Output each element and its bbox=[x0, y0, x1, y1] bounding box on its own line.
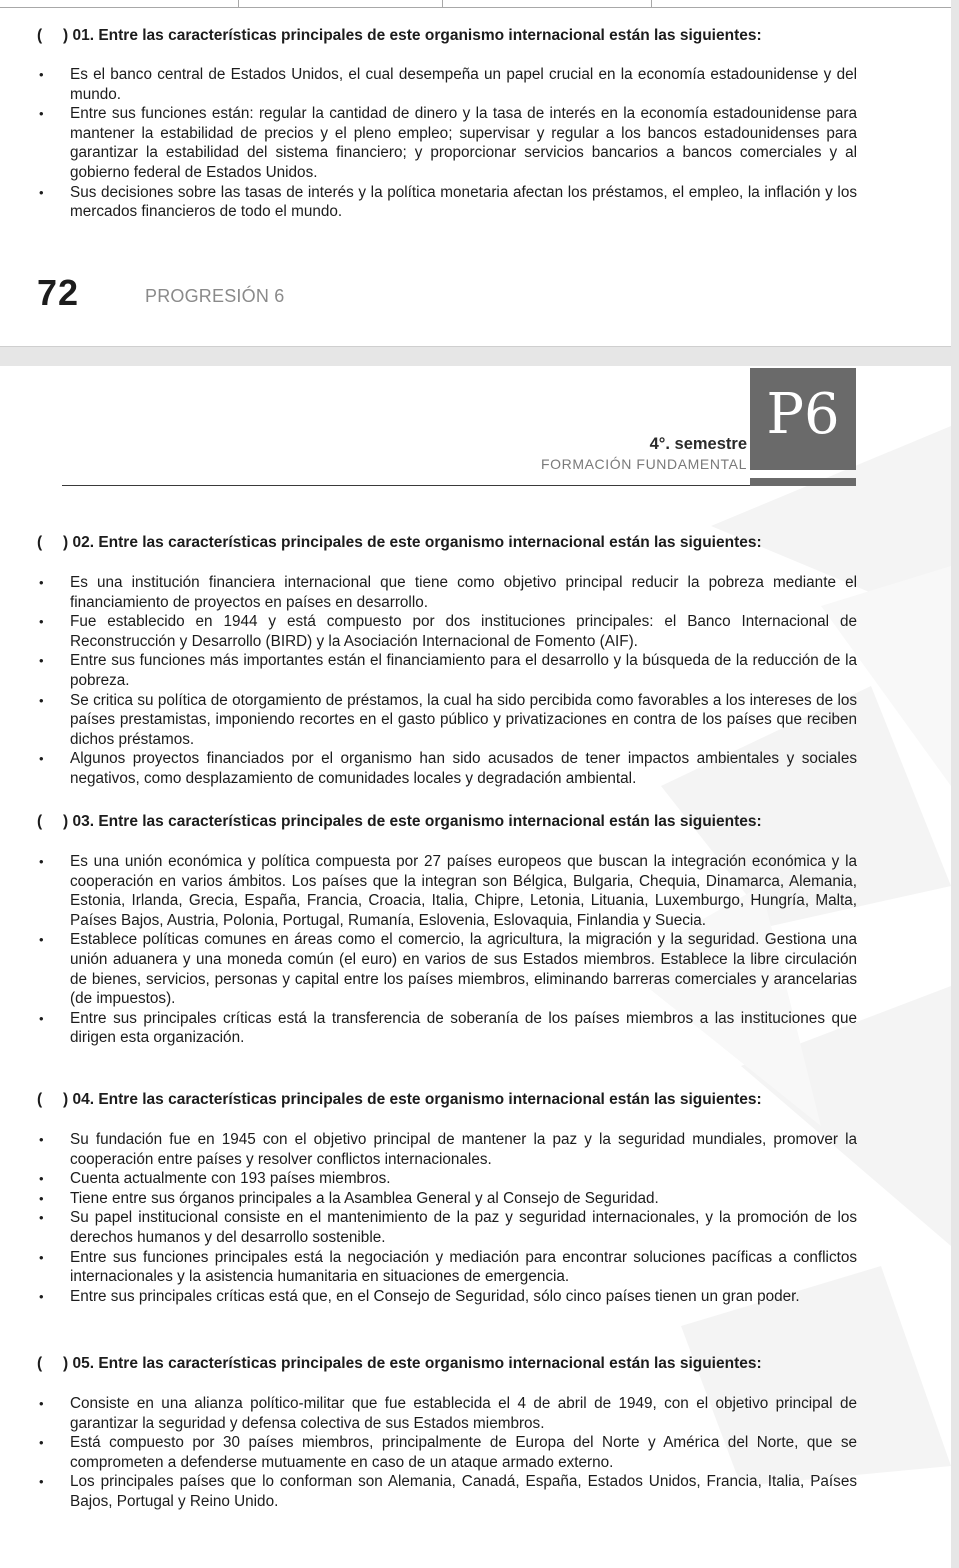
list-item: • Sus decisiones sobre las tasas de interés y la política monetaria afectan los préstamos, el empleo, la inflación y los mercados financieros de todo el mundo. bbox=[37, 183, 857, 222]
answer-blank[interactable]: ( bbox=[37, 813, 43, 830]
list-item: • Entre sus principales críticas está la transferencia de soberanía de los países miembros a las instituciones que dirigen esta organización. bbox=[37, 1009, 857, 1048]
header-divider bbox=[62, 485, 750, 486]
bullet-list bbox=[37, 65, 857, 222]
question-title: ( ) 05. Entre las características principales de este organismo internacional están las siguientes: bbox=[37, 1355, 762, 1372]
answer-blank[interactable]: ( bbox=[37, 1091, 43, 1108]
list-item: • Es una institución financiera internacional que tiene como objetivo principal reducir la pobreza mediante el financiamiento de proyectos en países en desarrollo. bbox=[37, 573, 857, 612]
list-item: • Establece políticas comunes en áreas como el comercio, la agricultura, la migración y la seguridad. Gestiona una unión aduanera y una moneda común (el euro) en varios de sus Estados miembros. Establece la libre circulación de bienes, servicios, personas y capital entre los países miembros, eliminando barreras comerciales y arancelarias (de impuestos). bbox=[37, 930, 857, 1008]
list-item: • Consiste en una alianza político-militar que fue establecida el 4 de abril de 1949, con el objetivo principal de garantizar la seguridad y defensa colectiva de sus Estados miembros. bbox=[37, 1394, 857, 1433]
answer-blank[interactable]: ( bbox=[37, 534, 43, 551]
question-03 bbox=[37, 812, 857, 1048]
answer-blank[interactable]: ( bbox=[37, 1355, 43, 1372]
list-item: • Entre sus funciones principales está la negociación y mediación para encontrar soluciones pacíficas a conflictos internacionales y la asistencia humanitaria en situaciones de emergencia. bbox=[37, 1248, 857, 1287]
bullet-list bbox=[37, 852, 857, 1048]
list-item: • Se critica su política de otorgamiento de préstamos, la cual ha sido percibida como favorables a los intereses de los países prestamistas, imponiendo recortes en el gasto público y privatizaciones en contra de los países que reciben dichos préstamos. bbox=[37, 691, 857, 750]
question-title: ( ) 03. Entre las características principales de este organismo internacional están las siguientes: bbox=[37, 813, 762, 830]
list-item: • Entre sus funciones están: regular la cantidad de dinero y la tasa de interés en la economía estadounidense para mantener la estabilidad de precios y el pleno empleo; supervisar y regular a los bancos estadounidenses para garantizar la estabilidad del sistema financiero; y proporcionar servicios bancarios a bancos comerciales y al gobierno federal de Estados Unidos. bbox=[37, 104, 857, 182]
question-02 bbox=[37, 533, 857, 789]
header-divider-bar bbox=[750, 478, 856, 486]
list-item: • Su fundación fue en 1945 con el objetivo principal de mantener la paz y la seguridad mundiales, promover la cooperación entre países y resolver conflictos internacionales. bbox=[37, 1130, 857, 1169]
answer-blank[interactable]: ( bbox=[37, 27, 43, 44]
progression-badge-label: P6 bbox=[766, 382, 840, 447]
list-item: • Los principales países que lo conforman son Alemania, Canadá, España, Estados Unidos, Francia, Italia, Países Bajos, Portugal y Reino Unido. bbox=[37, 1472, 857, 1511]
list-item: • Cuenta actualmente con 193 países miembros. bbox=[37, 1169, 857, 1189]
page-72 bbox=[0, 0, 951, 347]
bullet-list bbox=[37, 573, 857, 789]
question-title: ( ) 01. Entre las características principales de este organismo internacional están las siguientes: bbox=[37, 27, 762, 44]
list-item: • Algunos proyectos financiados por el organismo han sido acusados de tener impactos ambientales y sociales negativos, como desplazamiento de comunidades locales y degradación ambiental. bbox=[37, 749, 857, 788]
list-item: • Está compuesto por 30 países miembros, principalmente de Europa del Norte y América del Norte, que se comprometen a defenderse mutuamente en caso de un ataque armado externo. bbox=[37, 1433, 857, 1472]
list-item: • Es el banco central de Estados Unidos, el cual desempeña un papel crucial en la economía estadounidense y del mundo. bbox=[37, 65, 857, 104]
question-title: ( ) 04. Entre las características principales de este organismo internacional están las siguientes: bbox=[37, 1091, 762, 1108]
list-item: • Entre sus principales críticas está que, en el Consejo de Seguridad, sólo cinco países tienen un gran poder. bbox=[37, 1287, 857, 1307]
footer-progresion: PROGRESIÓN 6 bbox=[145, 286, 285, 306]
bullet-list bbox=[37, 1394, 857, 1512]
bullet-list bbox=[37, 1130, 857, 1306]
list-item: • Tiene entre sus órganos principales a la Asamblea General y al Consejo de Seguridad. bbox=[37, 1189, 857, 1209]
list-item: • Es una unión económica y política compuesta por 27 países europeos que buscan la integración económica y la cooperación en varios ámbitos. Los países que la integran son Bélgica, Bulgaria, Chequia, Dinamarca, Alemania, Estonia, Irlanda, Grecia, España, Francia, Croacia, Italia, Chipre, Letonia, Lituania, Luxemburgo, Hungría, Malta, Países Bajos, Austria, Polonia, Portugal, Rumanía, Eslovenia, Eslovaquia, Finlandia y Suecia. bbox=[37, 852, 857, 930]
list-item: • Entre sus funciones más importantes están el financiamiento para el desarrollo y la búsqueda de la reducción de la pobreza. bbox=[37, 651, 857, 690]
semester-label: 4°. semestre bbox=[649, 435, 747, 453]
list-item: • Fue establecido en 1944 y está compuesto por dos instituciones principales: el Banco Internacional de Reconstrucción y Desarrollo (BIRD) y la Asociación Internacional de Fomento (AIF). bbox=[37, 612, 857, 651]
question-01 bbox=[37, 26, 857, 222]
question-04 bbox=[37, 1090, 857, 1306]
question-title: ( ) 02. Entre las características principales de este organismo internacional están las siguientes: bbox=[37, 534, 762, 551]
page-number: 72 bbox=[37, 272, 80, 313]
question-05 bbox=[37, 1354, 857, 1512]
page-top-strip bbox=[0, 0, 951, 7]
list-item: • Su papel institucional consiste en el mantenimiento de la paz y seguridad internacionales, y la promoción de los derechos humanos y del desarrollo sostenible. bbox=[37, 1208, 857, 1247]
formation-label: FORMACIÓN FUNDAMENTAL bbox=[540, 456, 747, 472]
